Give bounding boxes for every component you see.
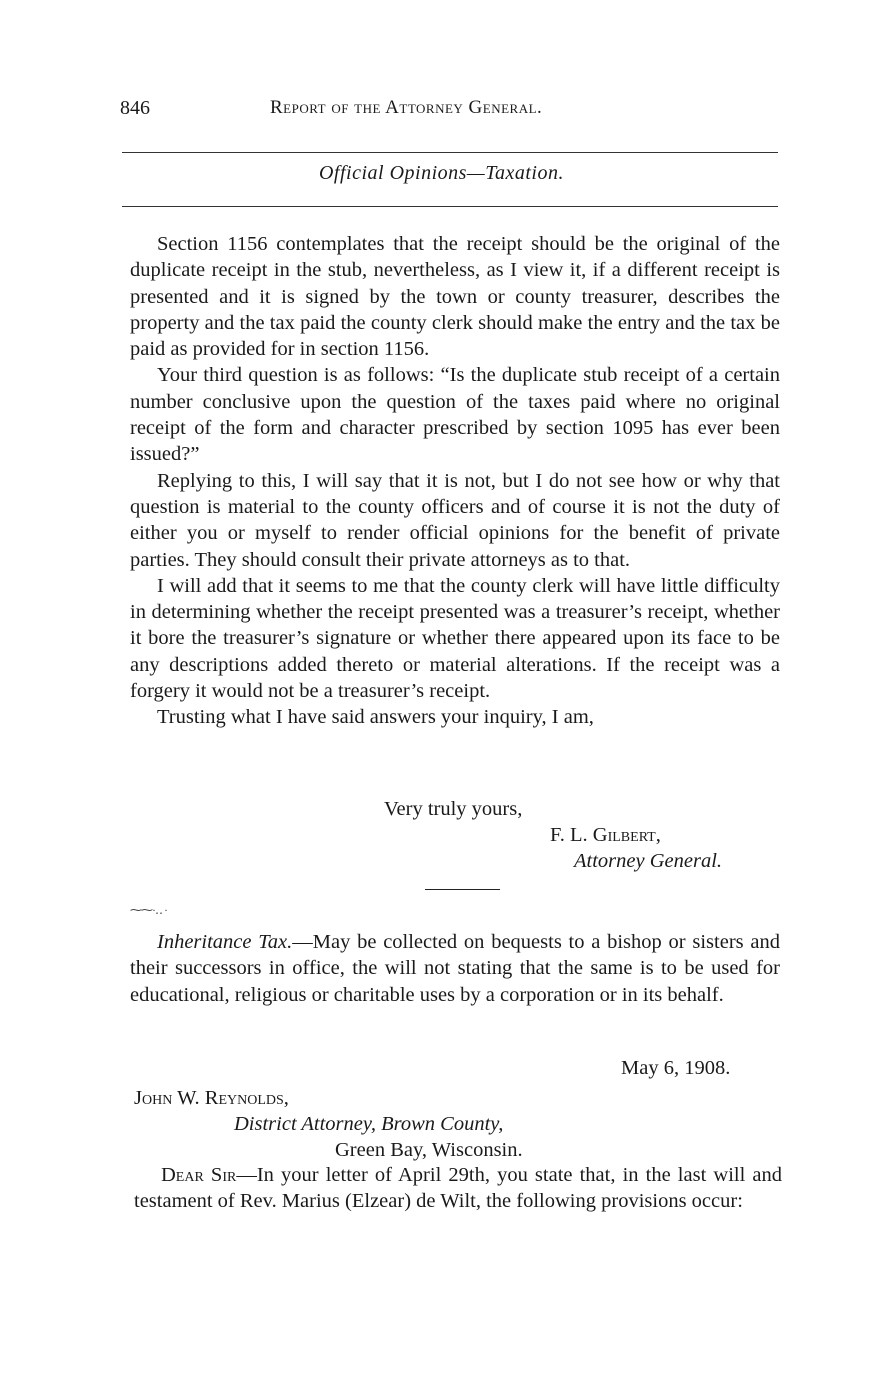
paragraph: Replying to this, I will say that it is not, but I do not see how or why that question is material to the county officers and of course it is not the duty of either you or myself to render official opinions for the benefit of private parties. They should consult their private attorneys as to that. [130, 469, 780, 571]
headnote-text: —May be collected on bequests to a bishop or sisters and their successors in office, the will not stating that the same is to be used for educational, religious or charitable uses by a corporation or in its behalf. [130, 931, 780, 1006]
signatory-title: Attorney General. [574, 850, 723, 872]
section-head: Official Opinions—Taxation. [318, 162, 564, 184]
headnote-paragraph [130, 929, 780, 1008]
running-head: Report of the Attorney General. [270, 97, 543, 118]
paragraph: Your third question is as follows: “Is the duplicate stub receipt of a certain number conclusive upon the question of the taxes paid where no original receipt of the form and character prescribed by section 1095 has ever been issued?” [130, 364, 780, 466]
signatory-name: F. L. Gilbert, [550, 824, 661, 846]
paragraph: Section 1156 contemplates that the receipt should be the original of the duplicate receipt in the stub, nevertheless, as I view it, if a different receipt is presented and it is signed by the town or county treasurer, describes the property and the tax paid the county clerk should make the entry and the tax be paid as provided for in section 1156. [130, 233, 780, 361]
paragraph: I will add that it seems to me that the county clerk will have little difficulty in determining whether the receipt presented was a treasurer’s receipt, whether it bore the treasurer’s signature or whether there appeared upon its face to be any descriptions added thereto or material alterations. If the receipt was a forgery it would not be a treasurer’s receipt. [130, 574, 780, 703]
header-rule-bottom [122, 206, 778, 207]
letter-salutation: Dear Sir [161, 1164, 237, 1186]
addressee-name: John W. Reynolds, [134, 1087, 289, 1109]
header-rule-top [122, 152, 778, 153]
section-divider [425, 889, 500, 890]
headnote [130, 929, 780, 1008]
letter-opening-text: —In your letter of April 29th, you state that, in the last will and testament of Rev. Marius (Elzear) de Wilt, the following provisions occur: [134, 1164, 782, 1213]
addressee-place: Green Bay, Wisconsin. [335, 1139, 523, 1161]
margin-mark: ⁓⁓·‥ · [130, 903, 167, 917]
opinion-body [130, 231, 780, 731]
letter-opening [134, 1162, 782, 1215]
headnote-title: Inheritance Tax. [157, 931, 293, 953]
letter-date: May 6, 1908. [621, 1057, 731, 1079]
addressee-office: District Attorney, Brown County, [234, 1113, 504, 1135]
paragraph: Trusting what I have said answers your inquiry, I am, [157, 706, 594, 729]
closing-salutation: Very truly yours, [384, 798, 523, 820]
page-number: 846 [120, 97, 150, 119]
letter-body [134, 1162, 782, 1215]
